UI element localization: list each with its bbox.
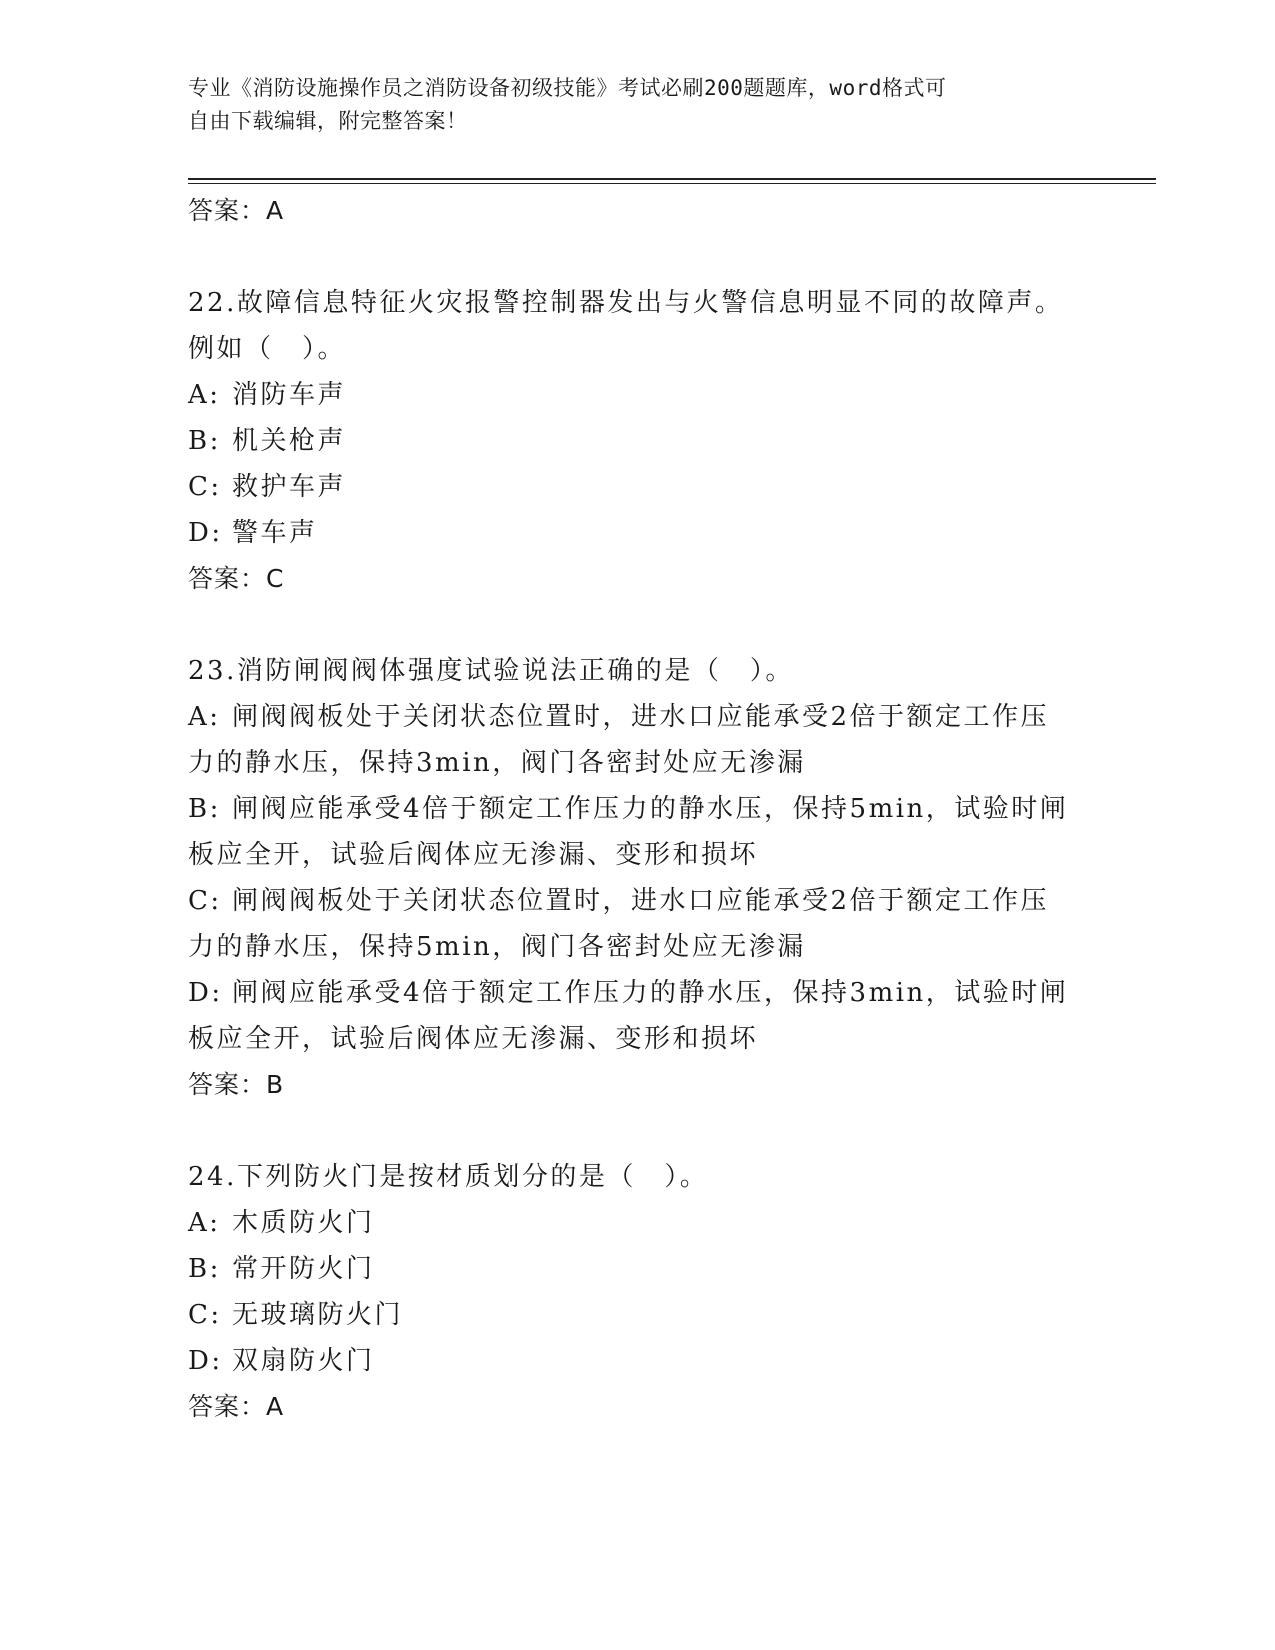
- option-text: 闸阀应能承受4倍于额定工作压力的静水压，保持3min，试验时闸: [232, 978, 1069, 1008]
- option-d: [188, 510, 1108, 556]
- answer-line: 答案：A: [188, 196, 285, 225]
- option-b: [188, 1246, 1108, 1292]
- spacer: [188, 1108, 1108, 1154]
- option-letter: B:: [188, 426, 221, 456]
- option-c: [188, 1292, 1108, 1338]
- option-text: 双扇防火门: [232, 1346, 375, 1376]
- option-text: 闸阀阀板处于关闭状态位置时，进水口应能承受2倍于额定工作压: [232, 886, 1050, 916]
- option-text: 机关枪声: [232, 426, 347, 456]
- question-stem: 22.故障信息特征火灾报警控制器发出与火警信息明显不同的故障声。: [188, 288, 1064, 318]
- option-text: 救护车声: [232, 472, 347, 502]
- option-text: 常开防火门: [232, 1254, 375, 1284]
- option-letter: B:: [188, 1254, 221, 1284]
- option-d: [188, 970, 1108, 1016]
- question-22: [188, 280, 1108, 602]
- option-letter: D:: [188, 978, 223, 1008]
- spacer: [188, 234, 1108, 280]
- option-letter: A:: [188, 702, 221, 732]
- option-text: 无玻璃防火门: [232, 1300, 404, 1330]
- option-c-continued: 力的静水压，保持5min，阀门各密封处应无渗漏: [188, 932, 806, 962]
- option-b: [188, 786, 1108, 832]
- question-stem: 23.消防闸阀阀体强度试验说法正确的是（ ）。: [188, 656, 794, 686]
- option-a: [188, 372, 1108, 418]
- option-letter: C:: [188, 1300, 222, 1330]
- option-c: [188, 464, 1108, 510]
- option-letter: C:: [188, 472, 222, 502]
- option-text: 闸阀应能承受4倍于额定工作压力的静水压，保持5min，试验时闸: [232, 794, 1069, 824]
- option-d: [188, 1338, 1108, 1384]
- option-letter: A:: [188, 1208, 221, 1238]
- answer-line: 答案：A: [188, 1392, 285, 1421]
- option-c: [188, 878, 1108, 924]
- option-letter: C:: [188, 886, 222, 916]
- question-stem: 24.下列防火门是按材质划分的是（ ）。: [188, 1162, 709, 1192]
- answer-line: 答案：B: [188, 1070, 285, 1099]
- answer-line: 答案：C: [188, 564, 285, 593]
- option-d-continued: 板应全开，试验后阀体应无渗漏、变形和损坏: [188, 1024, 759, 1054]
- option-letter: D:: [188, 1346, 223, 1376]
- question-list: [188, 188, 1108, 1430]
- option-a: [188, 1200, 1108, 1246]
- header-divider: [188, 178, 1156, 184]
- option-text: 警车声: [232, 518, 318, 548]
- question-stem: 例如（ ）。: [188, 334, 347, 364]
- option-text: 闸阀阀板处于关闭状态位置时，进水口应能承受2倍于额定工作压: [232, 702, 1050, 732]
- option-a: [188, 694, 1108, 740]
- option-text: 消防车声: [232, 380, 347, 410]
- option-b-continued: 板应全开，试验后阀体应无渗漏、变形和损坏: [188, 840, 759, 870]
- header-title-line-2: 自由下载编辑，附完整答案！: [188, 109, 468, 133]
- option-a-continued: 力的静水压，保持3min，阀门各密封处应无渗漏: [188, 748, 806, 778]
- question-23: [188, 648, 1108, 1108]
- option-b: [188, 418, 1108, 464]
- option-text: 木质防火门: [232, 1208, 375, 1238]
- option-letter: A:: [188, 380, 221, 410]
- option-letter: B:: [188, 794, 221, 824]
- spacer: [188, 602, 1108, 648]
- document-header: [188, 72, 1088, 138]
- question-24: [188, 1154, 1108, 1430]
- option-letter: D:: [188, 518, 223, 548]
- header-title-line-1: 专业《消防设施操作员之消防设备初级技能》考试必刷200题题库，word格式可: [188, 76, 947, 100]
